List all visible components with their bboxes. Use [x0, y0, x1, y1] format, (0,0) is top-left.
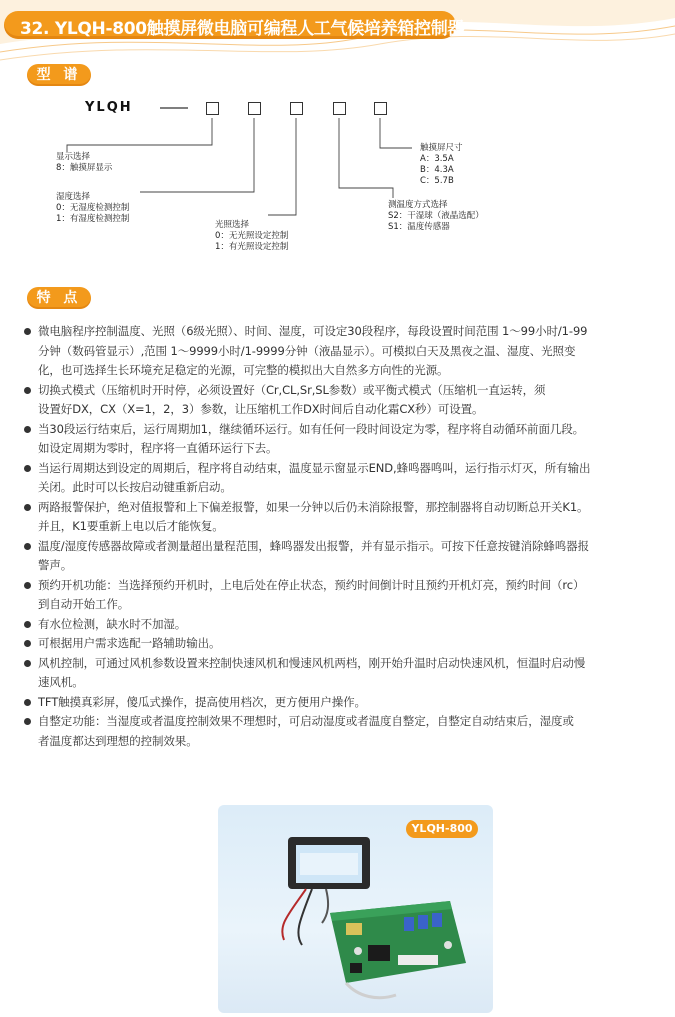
section-label-features: 特 点 [27, 287, 91, 309]
bullet-dot [24, 582, 31, 589]
model-code-box-4 [333, 102, 346, 115]
feature-item: TFT触摸真彩屏，傻瓜式操作，提高使用档次，更方便用户操作。 [22, 693, 662, 713]
note-display-selection [56, 152, 112, 174]
bullet-dot [24, 328, 31, 335]
bullet-dot [24, 504, 31, 511]
product-model-badge: YLQH-800 [406, 820, 478, 838]
note-line: A：3.5A [420, 154, 454, 164]
feature-item: 微电脑程序控制温度、光照（6级光照）、时间、湿度，可设定30段程序，每段设置时间范围 1～99小时/1-99 分钟（数码管显示）,范围 1～9999小时/1-9999分钟（液晶显示）。可模拟白天及黑夜之温、湿度、光照变 化，也可选择生长环境充足稳定的光源，可完整的模拟出大自然多方向性的光源。 [22, 322, 662, 381]
bullet-dot [24, 640, 31, 647]
feature-item: 风机控制，可通过风机参数设置来控制快速风机和慢速风机两档，刚开始升温时启动快速风机，恒温时启动慢 速风机。 [22, 654, 662, 693]
feature-item: 可根据用户需求选配一路辅助输出。 [22, 634, 662, 654]
note-humidity-selection [56, 192, 129, 225]
model-prefix: YLQH [85, 100, 133, 115]
note-line: 光照选择 [215, 220, 250, 230]
bullet-dot [24, 543, 31, 550]
bullet-dot [24, 660, 31, 667]
note-line: 湿度选择 [56, 192, 91, 202]
bullet-dot [24, 621, 31, 628]
note-line: 1：有湿度检测控制 [56, 214, 130, 224]
bullet-dot [24, 426, 31, 433]
feature-item: 当30段运行结束后，运行周期加1，继续循环运行。如有任何一段时间设定为零，程序将自动循环前面几段。 如设定周期为零时，程序将一直循环运行下去。 [22, 420, 662, 459]
model-code-diagram [0, 0, 675, 270]
note-line: S2：干湿球（液晶选配） [388, 211, 484, 221]
model-code-box-5 [374, 102, 387, 115]
bullet-dot [24, 699, 31, 706]
note-line: 0：无光照设定控制 [215, 231, 289, 241]
note-screen-size [420, 143, 463, 187]
feature-item: 温度/湿度传感器故障或者测量超出量程范围，蜂鸣器发出报警，并有显示指示。可按下任意按键消除蜂鸣器报 警声。 [22, 537, 662, 576]
feature-item: 自整定功能：当湿度或者温度控制效果不理想时，可启动湿度或者温度自整定，自整定自动结束后，湿度或 者温度都达到理想的控制效果。 [22, 712, 662, 751]
bullet-dot [24, 387, 31, 394]
note-line: S1：温度传感器 [388, 222, 450, 232]
note-line: B：4.3A [420, 165, 454, 175]
note-line: 1：有光照设定控制 [215, 242, 289, 252]
bullet-dot [24, 465, 31, 472]
model-code-box-2 [248, 102, 261, 115]
note-temp-method [388, 200, 484, 233]
feature-list [22, 322, 662, 751]
note-line: C：5.7B [420, 176, 454, 186]
bullet-dot [24, 718, 31, 725]
note-line: 测温度方式选择 [388, 200, 448, 210]
note-light-selection [215, 220, 288, 253]
feature-item: 预约开机功能：当选择预约开机时，上电后处在停止状态，预约时间倒计时且预约开机灯亮，预约时间（rc） 到自动开始工作。 [22, 576, 662, 615]
feature-item: 两路报警保护，绝对值报警和上下偏差报警，如果一分钟以后仍未消除报警，那控制器将自动切断总开关K1。 并且，K1要重新上电以后才能恢复。 [22, 498, 662, 537]
note-line: 8：触摸屏显示 [56, 163, 113, 173]
feature-item: 切换式模式（压缩机时开时停，必须设置好（Cr,CL,Sr,SL参数）或平衡式模式（压缩机一直运转，须 设置好DX，CX（X=1，2，3）参数，让压缩机工作DX时间后自动化霜CX秒）可设置。 [22, 381, 662, 420]
note-line: 触摸屏尺寸 [420, 143, 463, 153]
model-code-box-1 [206, 102, 219, 115]
feature-item: 有水位检测，缺水时不加湿。 [22, 615, 662, 635]
note-line: 显示选择 [56, 152, 91, 162]
model-code-box-3 [290, 102, 303, 115]
page-title: 32. YLQH-800触摸屏微电脑可编程人工气候培养箱控制器 [20, 19, 465, 39]
feature-item: 当运行周期达到设定的周期后，程序将自动结束，温度显示窗显示END,蜂鸣器鸣叫，运行指示灯灭，所有输出 关闭。此时可以长按启动键重新启动。 [22, 459, 662, 498]
section-label-model: 型 谱 [27, 64, 91, 86]
note-line: 0：无湿度检测控制 [56, 203, 130, 213]
